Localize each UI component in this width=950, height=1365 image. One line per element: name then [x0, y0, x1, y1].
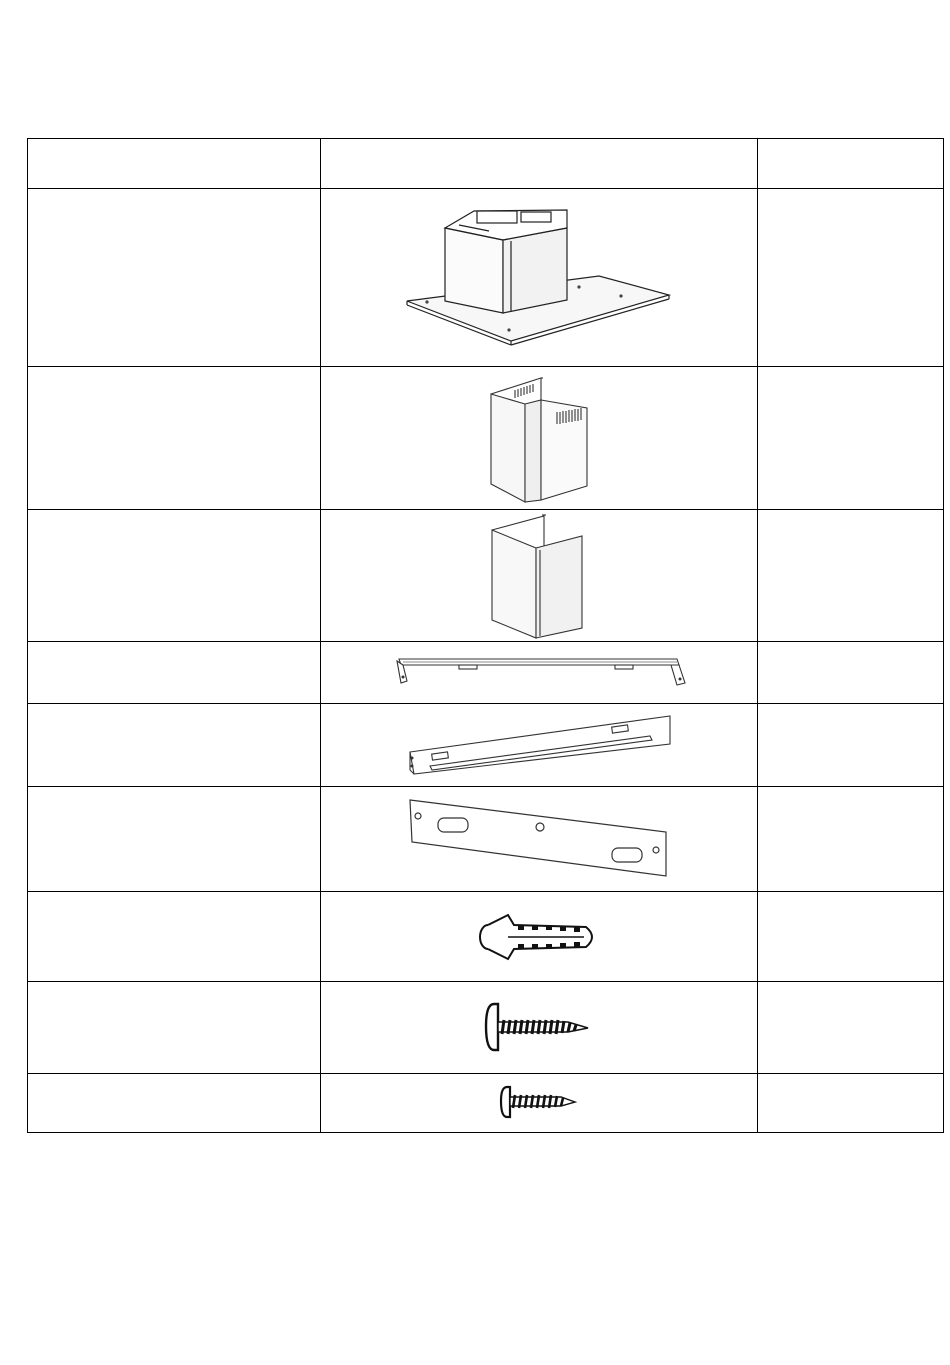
header-name [28, 139, 321, 189]
part-name [28, 510, 321, 642]
long-screw-icon [484, 998, 594, 1058]
motor-housing-base-icon [399, 203, 679, 353]
table-row [28, 704, 944, 787]
part-name [28, 642, 321, 704]
wall-plate-icon [404, 794, 674, 884]
part-name [28, 367, 321, 510]
part-quantity [758, 510, 944, 642]
header-quantity [758, 139, 944, 189]
parts-list-table [27, 138, 944, 1133]
table-row [28, 892, 944, 982]
part-quantity [758, 704, 944, 787]
table-row [28, 787, 944, 892]
part-quantity [758, 642, 944, 704]
part-quantity [758, 1074, 944, 1133]
table-row [28, 982, 944, 1074]
part-name [28, 189, 321, 367]
part-name [28, 892, 321, 982]
table-header-row [28, 139, 944, 189]
table-row [28, 189, 944, 367]
slotted-bracket-icon [404, 710, 674, 780]
part-quantity [758, 787, 944, 892]
part-quantity [758, 189, 944, 367]
part-name [28, 787, 321, 892]
part-name [28, 704, 321, 787]
table-row [28, 367, 944, 510]
part-quantity [758, 367, 944, 510]
part-quantity [758, 892, 944, 982]
long-bracket-icon [389, 653, 689, 693]
upper-chimney-cover-icon [479, 372, 599, 504]
wall-plug-icon [474, 907, 604, 967]
header-picture [321, 139, 758, 189]
table-row [28, 1074, 944, 1133]
short-screw-icon [499, 1081, 579, 1125]
table-row [28, 510, 944, 642]
lower-chimney-cover-icon [484, 512, 594, 640]
table-row [28, 642, 944, 704]
part-quantity [758, 982, 944, 1074]
part-name [28, 1074, 321, 1133]
part-name [28, 982, 321, 1074]
